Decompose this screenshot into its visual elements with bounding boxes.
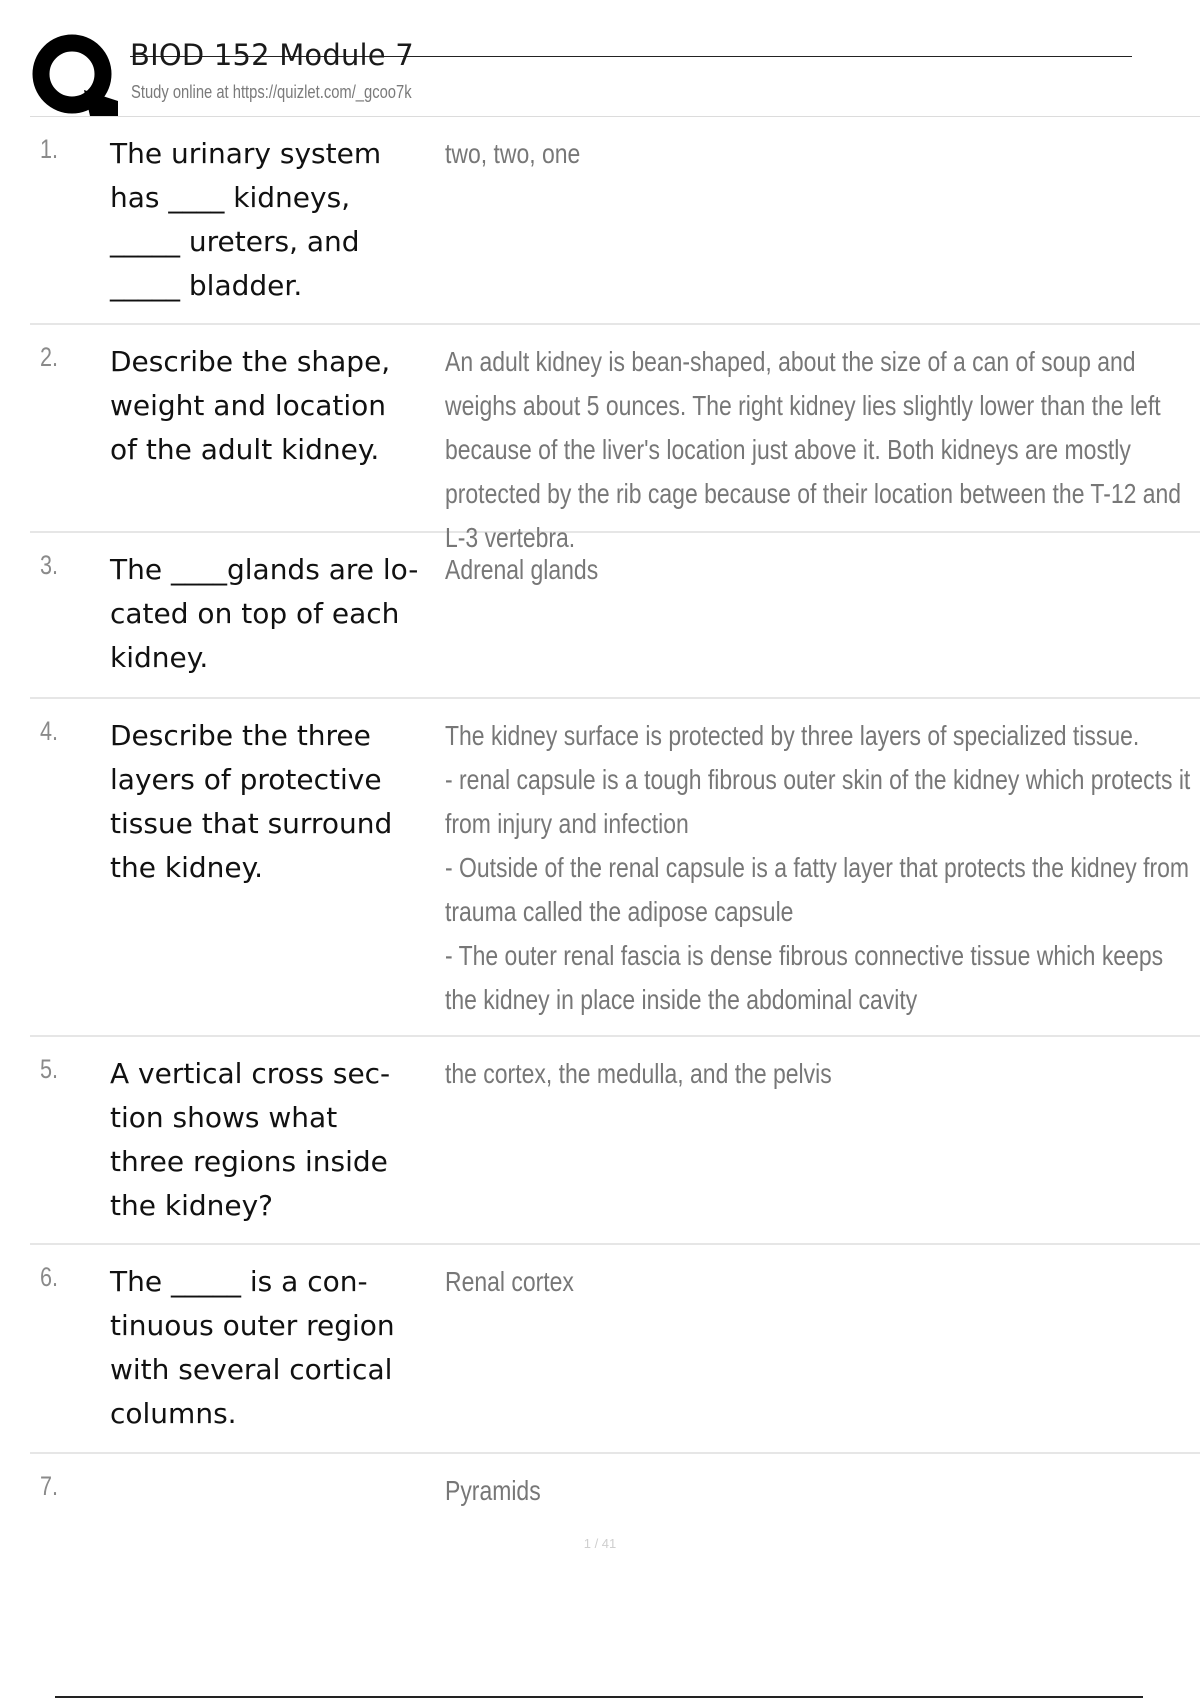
card-number: 3. [40,550,59,580]
card-term: The _____ is a con-tinuous outer region with several cortical columns. [110,1265,395,1430]
card-term: The urinary system has ____ kidneys, _____ ureters, and _____ bladder. [110,137,382,302]
card-row [30,1454,1200,1544]
page-header [30,30,1200,120]
card-row [30,533,1200,699]
flashcard-list [30,117,1200,1544]
card-row [30,325,1200,553]
card-row [30,117,1200,325]
card-number: 4. [40,716,59,746]
page-indicator: 1 / 41 [583,1536,617,1551]
card-term: Describe the shape, weight and location of the adult kidney. [110,345,391,466]
card-definition: Renal cortex [445,1266,574,1297]
card-term: Describe the three layers of protective tissue that surround the kidney. [110,719,393,884]
card-number: 1. [40,134,59,164]
card-number: 5. [40,1054,59,1084]
footer-rule [55,1696,1143,1698]
card-number: 2. [40,342,59,372]
study-online-link[interactable]: Study online at https://quizlet.com/_gcoo7k [131,82,412,102]
card-definition: An adult kidney is bean-shaped, about the size of a can of soup and weighs about 5 ounces. The right kidney lies slightly lower than the left because of the liver's location just above it. Both kidneys are mostly protected by the rib cage because of their location between the T-12 and L-3 vertebra. [445,346,1182,553]
card-term: The ____glands are lo-cated on top of each kidney. [110,553,419,674]
card-definition: two, two, one [445,138,581,169]
card-number: 6. [40,1262,59,1292]
card-definition: the cortex, the medulla, and the pelvis [445,1058,832,1089]
card-row [30,1037,1200,1245]
quizlet-logo-icon [32,34,118,116]
card-definition: Pyramids [445,1475,541,1506]
card-definition: Adrenal glands [445,554,599,585]
card-row [30,699,1200,1037]
page-title: BIOD 152 Module 7 [130,38,414,72]
card-number: 7. [40,1471,59,1501]
card-row [30,1245,1200,1454]
card-term: A vertical cross sec-tion shows what three regions inside the kidney? [110,1057,391,1222]
card-definition: The kidney surface is protected by three layers of specialized tissue. - renal capsule is a tough fibrous outer skin of the kidney which protects it from injury and infection - Outside of the renal capsule is a fatty layer that protects the kidney from trauma called the adipose capsule - The outer renal fascia is dense fibrous connective tissue which keeps the kidney in place inside the abdominal cavity [445,720,1191,1015]
